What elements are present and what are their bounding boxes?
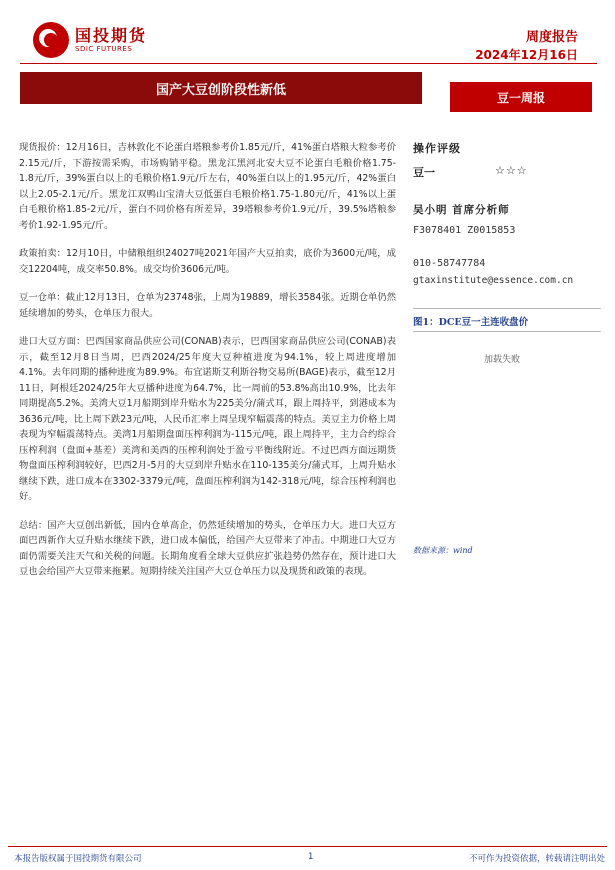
analyst-licenses: F3078401 Z0015853 xyxy=(413,225,516,236)
rating-stars-icon: ☆☆☆ xyxy=(495,164,528,177)
logo-emblem-icon xyxy=(33,22,69,58)
logo-name-cn: 国投期货 xyxy=(75,25,148,45)
footer-divider xyxy=(8,846,607,847)
analyst-phone: 010-58747784 xyxy=(413,258,486,269)
logo-text xyxy=(75,27,147,54)
figure-loading-failed: 加载失败 xyxy=(484,355,521,365)
analyst-name: 吴小明 首席分析师 xyxy=(413,204,510,216)
figure-source: 数据来源：wind xyxy=(413,546,473,555)
figure-title: 图1：DCE豆一主连收盘价 xyxy=(413,317,529,328)
footer-copyright: 本报告版权属于国投期货有限公司 xyxy=(14,854,142,864)
footer-page-number: 1 xyxy=(308,852,314,862)
rating-item: 豆一 xyxy=(413,166,435,179)
paragraph-imported-soybean: 进口大豆方面：巴西国家商品供应公司(CONAB)表示，巴西国家商品供应公司(CONAB)表示，截至12月8日当周，巴西2024/25年度大豆种植进度为94.1%，较上周进度增加4.1%。去年同期的播种进度为89.9%。布宜诺斯艾利斯谷物交易所(BAGE)表示，截至12月11日，阿根廷2024/25年大豆播种进度为64.7%，比一周前的53.8%高出10.9%，比去年同期提高5.2%。美湾大豆1月船期到岸升贴水为225美分/蒲式耳，跟上周持平，到港成本为3636元/吨，比上周下跌23元/吨，人民币汇率上周呈现窄幅震荡的特点。美豆主力价格上周表现为窄幅震荡特点。美湾1月船期盘面压榨利润为-115元/吨，跟上周持平，主力合约综合压榨利润（盘面+基差）美湾和美西的压榨利润处于盈亏平衡线附近。不过巴西方面远期货物盘面压榨利润较好，巴西2月-5月的大豆到岸升贴水在110-135美分/蒲式耳，上周升贴水继续下跌，进口成本在3302-3379元/吨，盘面压榨利润为142-318元/吨，综合压榨利润也好。 xyxy=(19,336,396,502)
report-title: 国产大豆创阶段性新低 xyxy=(20,72,422,104)
rating-title: 操作评级 xyxy=(413,142,461,155)
footer-disclaimer: 不可作为投资依据，转载请注明出处 xyxy=(468,854,605,864)
report-category-badge: 豆一周报 xyxy=(450,82,592,112)
sidebar xyxy=(413,140,603,286)
paragraph-policy-auction: 政策拍卖：12月10日，中储粮组织24027吨2021年国产大豆拍卖，底价为3600元/吨，成交12204吨，成交率50.8%。成交均价3606元/吨。 xyxy=(19,248,396,275)
paragraph-spot-price: 现货报价：12月16日，吉林敦化不论蛋白塔粮参考价1.85元/斤，41%蛋白塔粮大粒参考价2.15元/斤，下游按需采购，市场购销平稳。黑龙江黑河北安大豆不论蛋白毛粮价格1.75-1.8元/斤，39%蛋白以上的毛粮价格1.9元/斤左右，40%蛋白以上的1.95元/斤，42%蛋白以上2.05-2.1元/斤。黑龙江双鸭山宝清大豆低蛋白毛粮价格1.75-1.80元/斤，41%以上蛋白毛粮价格1.85-2元/斤，蛋白不同价格有所差异，39塔粮参考价1.9元/斤，39.5%塔粮参考价1.92-1.95元/斤。 xyxy=(19,142,396,231)
report-type: 周度报告 xyxy=(525,30,578,45)
paragraph-summary: 总结：国产大豆创出新低，国内仓单高企，仍然延续增加的势头，仓单压力大。进口大豆方面巴西新作大豆升贴水继续下跌，进口成本偏低，给国产大豆带来了冲击。中期进口大豆方面仍需要关注天气和关税的问题。长期角度看全球大豆供应扩张趋势仍然存在，预计进口大豆也会给国产大豆带来拖累。短期持续关注国产大豆仓单压力以及现货和政策的表现。 xyxy=(19,519,396,577)
figure-bottom-rule xyxy=(413,331,601,332)
main-content xyxy=(19,140,396,593)
paragraph-warehouse-receipts: 豆一仓单：截止12月13日，仓单为23748张，上周为19889，增长3584张。近期仓单仍然延续增加的势头，仓单压力很大。 xyxy=(19,292,396,319)
title-band xyxy=(20,72,592,104)
figure-top-rule xyxy=(413,308,601,309)
analyst-email[interactable]: gtaxinstitute@essence.com.cn xyxy=(413,275,574,286)
company-logo xyxy=(33,22,147,58)
rating-row xyxy=(413,164,603,180)
report-date: 2024年12月16日 xyxy=(475,48,578,62)
header-divider xyxy=(20,63,597,64)
logo-name-en: SDIC FUTURES xyxy=(75,44,133,53)
